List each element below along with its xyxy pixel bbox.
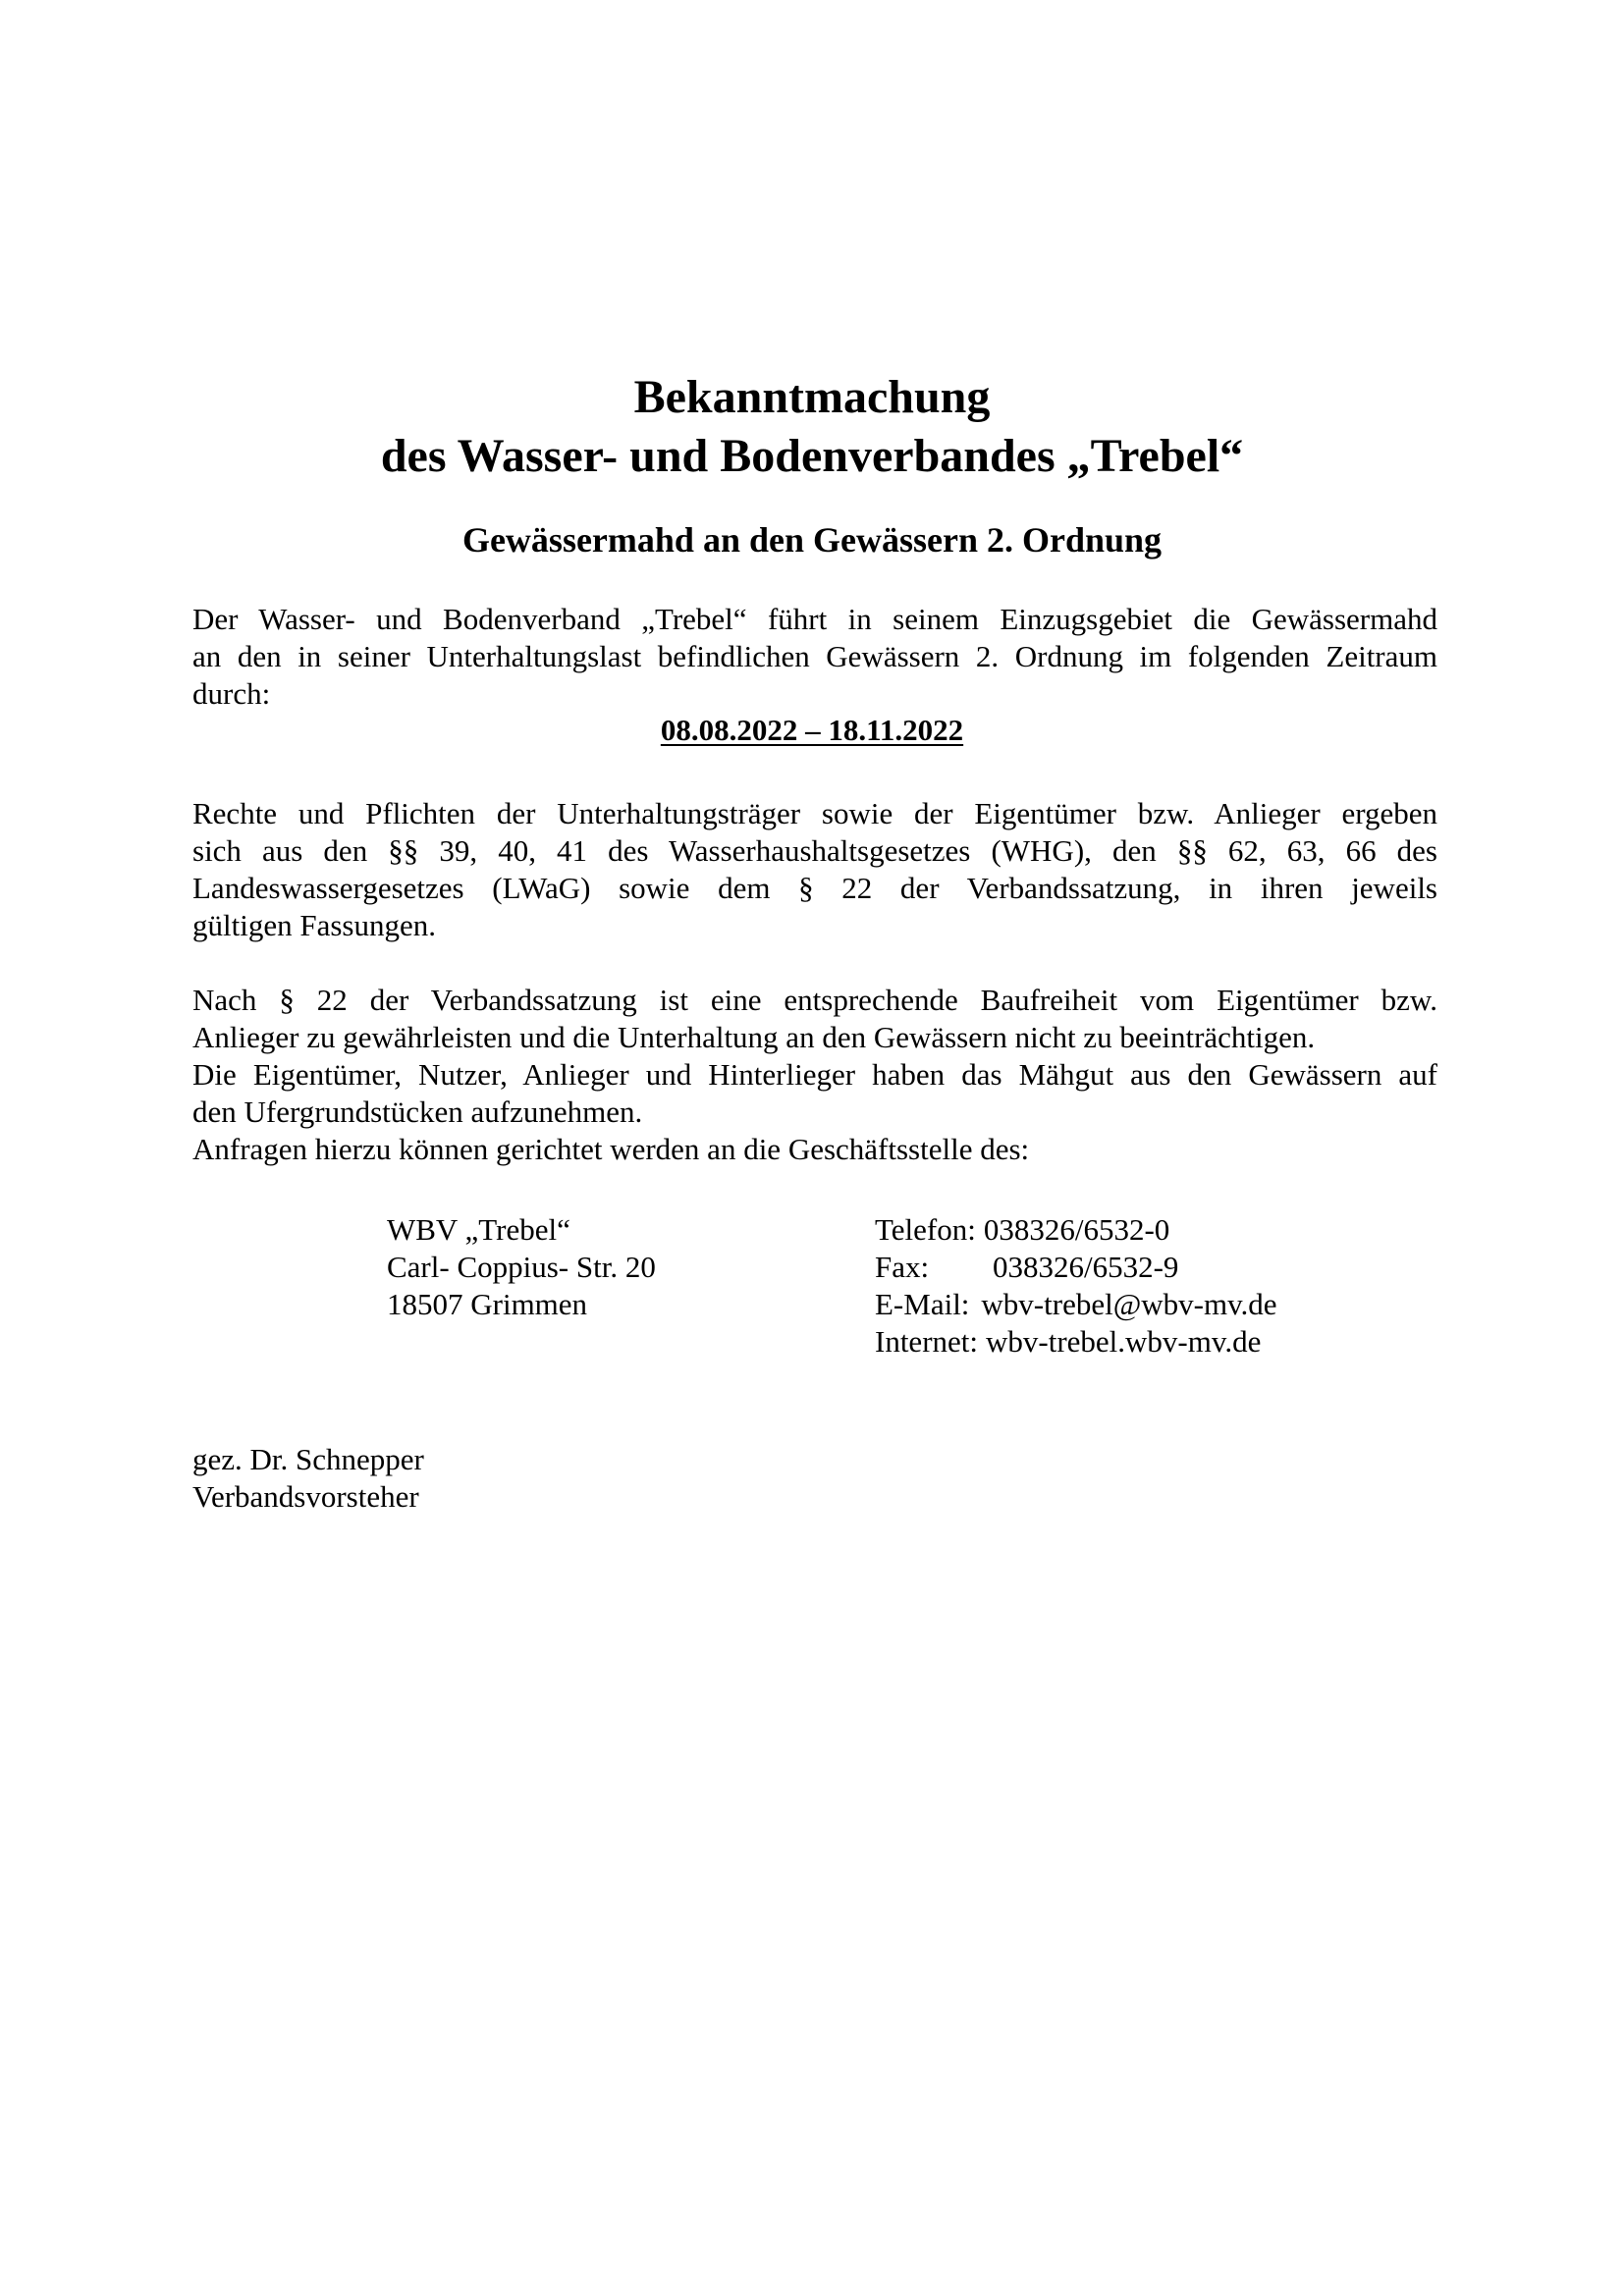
intro-paragraph — [192, 601, 1437, 713]
contact-email-row — [875, 1286, 1277, 1323]
document-subtitle: Gewässermahd an den Gewässern 2. Ordnung — [461, 520, 1163, 560]
contact-fax-row — [875, 1249, 1277, 1286]
email-value[interactable]: wbv-trebel@wbv-mv.de — [981, 1287, 1277, 1321]
document-title: Bekanntmachung — [633, 371, 991, 423]
fax-label: Fax: — [875, 1250, 930, 1284]
intro-line: an den in seiner Unterhaltungslast befindlichen Gewässern 2. Ordnung im folgenden Zeitraum — [192, 639, 1437, 673]
rights-line: Landeswassergesetzes (LWaG) sowie dem § 22 der Verbandssatzung, in ihren jeweils — [192, 871, 1437, 905]
obligations-line: Anlieger zu gewährleisten und die Unterhaltung an den Gewässern nicht zu beeinträchtigen. — [192, 1020, 1316, 1054]
rights-line: gültigen Fassungen. — [192, 908, 436, 942]
rights-line: sich aus den §§ 39, 40, 41 des Wasserhaushaltsgesetzes (WHG), den §§ 62, 63, 66 des — [192, 833, 1437, 868]
contact-address — [387, 1211, 656, 1323]
contact-city: 18507 Grimmen — [387, 1287, 588, 1321]
rights-line: Rechte und Pflichten der Unterhaltungsträger sowie der Eigentümer bzw. Anlieger ergeben — [192, 796, 1437, 830]
contact-name: WBV „Trebel“ — [387, 1212, 570, 1247]
signature-role: Verbandsvorsteher — [192, 1479, 419, 1514]
email-label: E-Mail: — [875, 1287, 970, 1321]
phone-label: Telefon: — [875, 1212, 976, 1247]
obligations-paragraph — [192, 982, 1437, 1168]
fax-value: 038326/6532-9 — [993, 1250, 1179, 1284]
phone-value: 038326/6532-0 — [983, 1212, 1170, 1247]
obligations-line: Die Eigentümer, Nutzer, Anlieger und Hinterlieger haben das Mähgut aus den Gewässern auf — [192, 1057, 1437, 1092]
obligations-line: Nach § 22 der Verbandssatzung ist eine entsprechende Baufreiheit vom Eigentümer bzw. — [192, 983, 1437, 1017]
contact-web-row — [875, 1323, 1277, 1361]
contact-street: Carl- Coppius- Str. 20 — [387, 1250, 656, 1284]
obligations-line: den Ufergrundstücken aufzunehmen. — [192, 1095, 643, 1129]
intro-line: durch: — [192, 676, 271, 711]
contact-details — [875, 1211, 1277, 1361]
intro-line: Der Wasser- und Bodenverband „Trebel“ führt in seinem Einzugsgebiet die Gewässermahd — [192, 602, 1437, 636]
mowing-period: 08.08.2022 – 18.11.2022 — [660, 713, 964, 747]
obligations-line: Anfragen hierzu können gerichtet werden an die Geschäftsstelle des: — [192, 1132, 1030, 1166]
rights-paragraph — [192, 795, 1437, 944]
signature-name: gez. Dr. Schnepper — [192, 1442, 424, 1476]
web-value[interactable]: wbv-trebel.wbv-mv.de — [986, 1324, 1262, 1359]
contact-phone-row — [875, 1211, 1277, 1249]
signature-block — [192, 1441, 424, 1516]
web-label: Internet: — [875, 1324, 979, 1359]
document-title-association: des Wasser- und Bodenverbandes „Trebel“ — [380, 430, 1244, 482]
